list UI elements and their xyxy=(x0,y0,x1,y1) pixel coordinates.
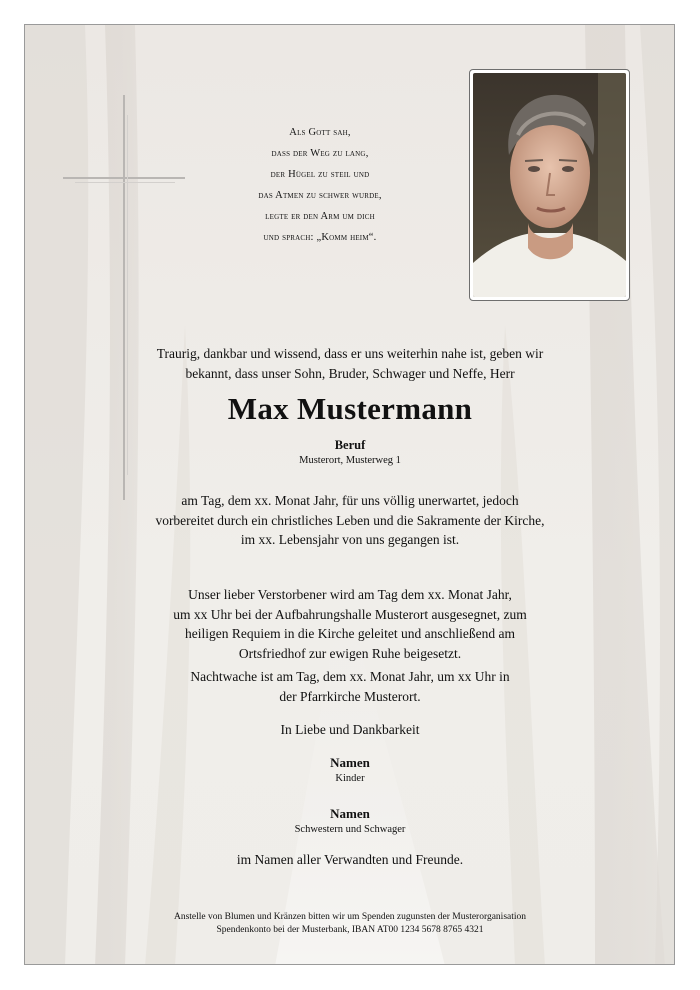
portrait-icon xyxy=(473,73,626,297)
cross-icon-crossbar-shadow xyxy=(75,182,175,183)
intro-line: bekannt, dass unser Sohn, Bruder, Schwager und Neffe, Herr xyxy=(185,365,515,381)
poem-line: legte er den Arm um dich xyxy=(265,211,375,222)
mourner-name: Namen xyxy=(330,806,370,821)
funeral-line: Ortsfriedhof zur ewigen Ruhe beigesetzt. xyxy=(238,645,462,661)
funeral-line: heiligen Requiem in die Kirche geleitet und anschließend am xyxy=(185,626,515,641)
memorial-poem xyxy=(225,122,415,248)
death-notice xyxy=(0,491,700,550)
mourner-relation: Schwestern und Schwager xyxy=(294,824,406,835)
portrait-photo xyxy=(469,69,630,301)
cross-icon-crossbar xyxy=(63,177,185,179)
deceased-address: Musterort, Musterweg 1 xyxy=(299,455,401,466)
deceased-name: Max Mustermann xyxy=(227,391,473,426)
donation-footer xyxy=(0,911,700,937)
poem-line: der Hügel zu steil und xyxy=(270,169,370,180)
poem-line: Als Gott sah, xyxy=(289,127,351,138)
closing-phrase: In Liebe und Dankbarkeit xyxy=(280,722,420,737)
intro-line: Traurig, dankbar und wissend, dass er uns weiterhin nahe ist, geben wir xyxy=(156,346,544,361)
poem-line: dass der Weg zu lang, xyxy=(271,148,369,159)
funeral-info xyxy=(0,585,700,663)
vigil-line: der Pfarrkirche Musterort. xyxy=(279,688,421,704)
family-line: im Namen aller Verwandten und Freunde. xyxy=(236,852,464,867)
death-notice-line: vorbereitet durch ein christliches Leben und die Sakramente der Kirche, xyxy=(155,512,545,528)
poem-line: das Atmen zu schwer wurde, xyxy=(258,190,382,201)
vigil-line: Nachtwache ist am Tag, dem xx. Monat Jahr, um xx Uhr in xyxy=(190,669,510,684)
poem-line: und sprach: „Komm heim“. xyxy=(263,232,377,243)
footer-line: Spendenkonto bei der Musterbank, IBAN AT00 1234 5678 8765 4321 xyxy=(216,925,484,935)
death-notice-line: am Tag, dem xx. Monat Jahr, für uns völlig unerwartet, jedoch xyxy=(181,493,519,508)
mourner-name: Namen xyxy=(330,755,370,770)
vigil-info xyxy=(0,667,700,706)
deceased-profession: Beruf xyxy=(334,438,366,452)
funeral-line: Unser lieber Verstorbener wird am Tag dem xx. Monat Jahr, xyxy=(188,587,512,602)
footer-line: Anstelle von Blumen und Kränzen bitten wir um Spenden zugunsten der Musterorganisation xyxy=(173,912,527,922)
intro-text xyxy=(0,344,700,383)
funeral-line: um xx Uhr bei der Aufbahrungshalle Musterort ausgesegnet, zum xyxy=(173,606,527,622)
mourner-relation: Kinder xyxy=(335,773,365,784)
death-notice-line: im xx. Lebensjahr von uns gegangen ist. xyxy=(240,532,460,547)
